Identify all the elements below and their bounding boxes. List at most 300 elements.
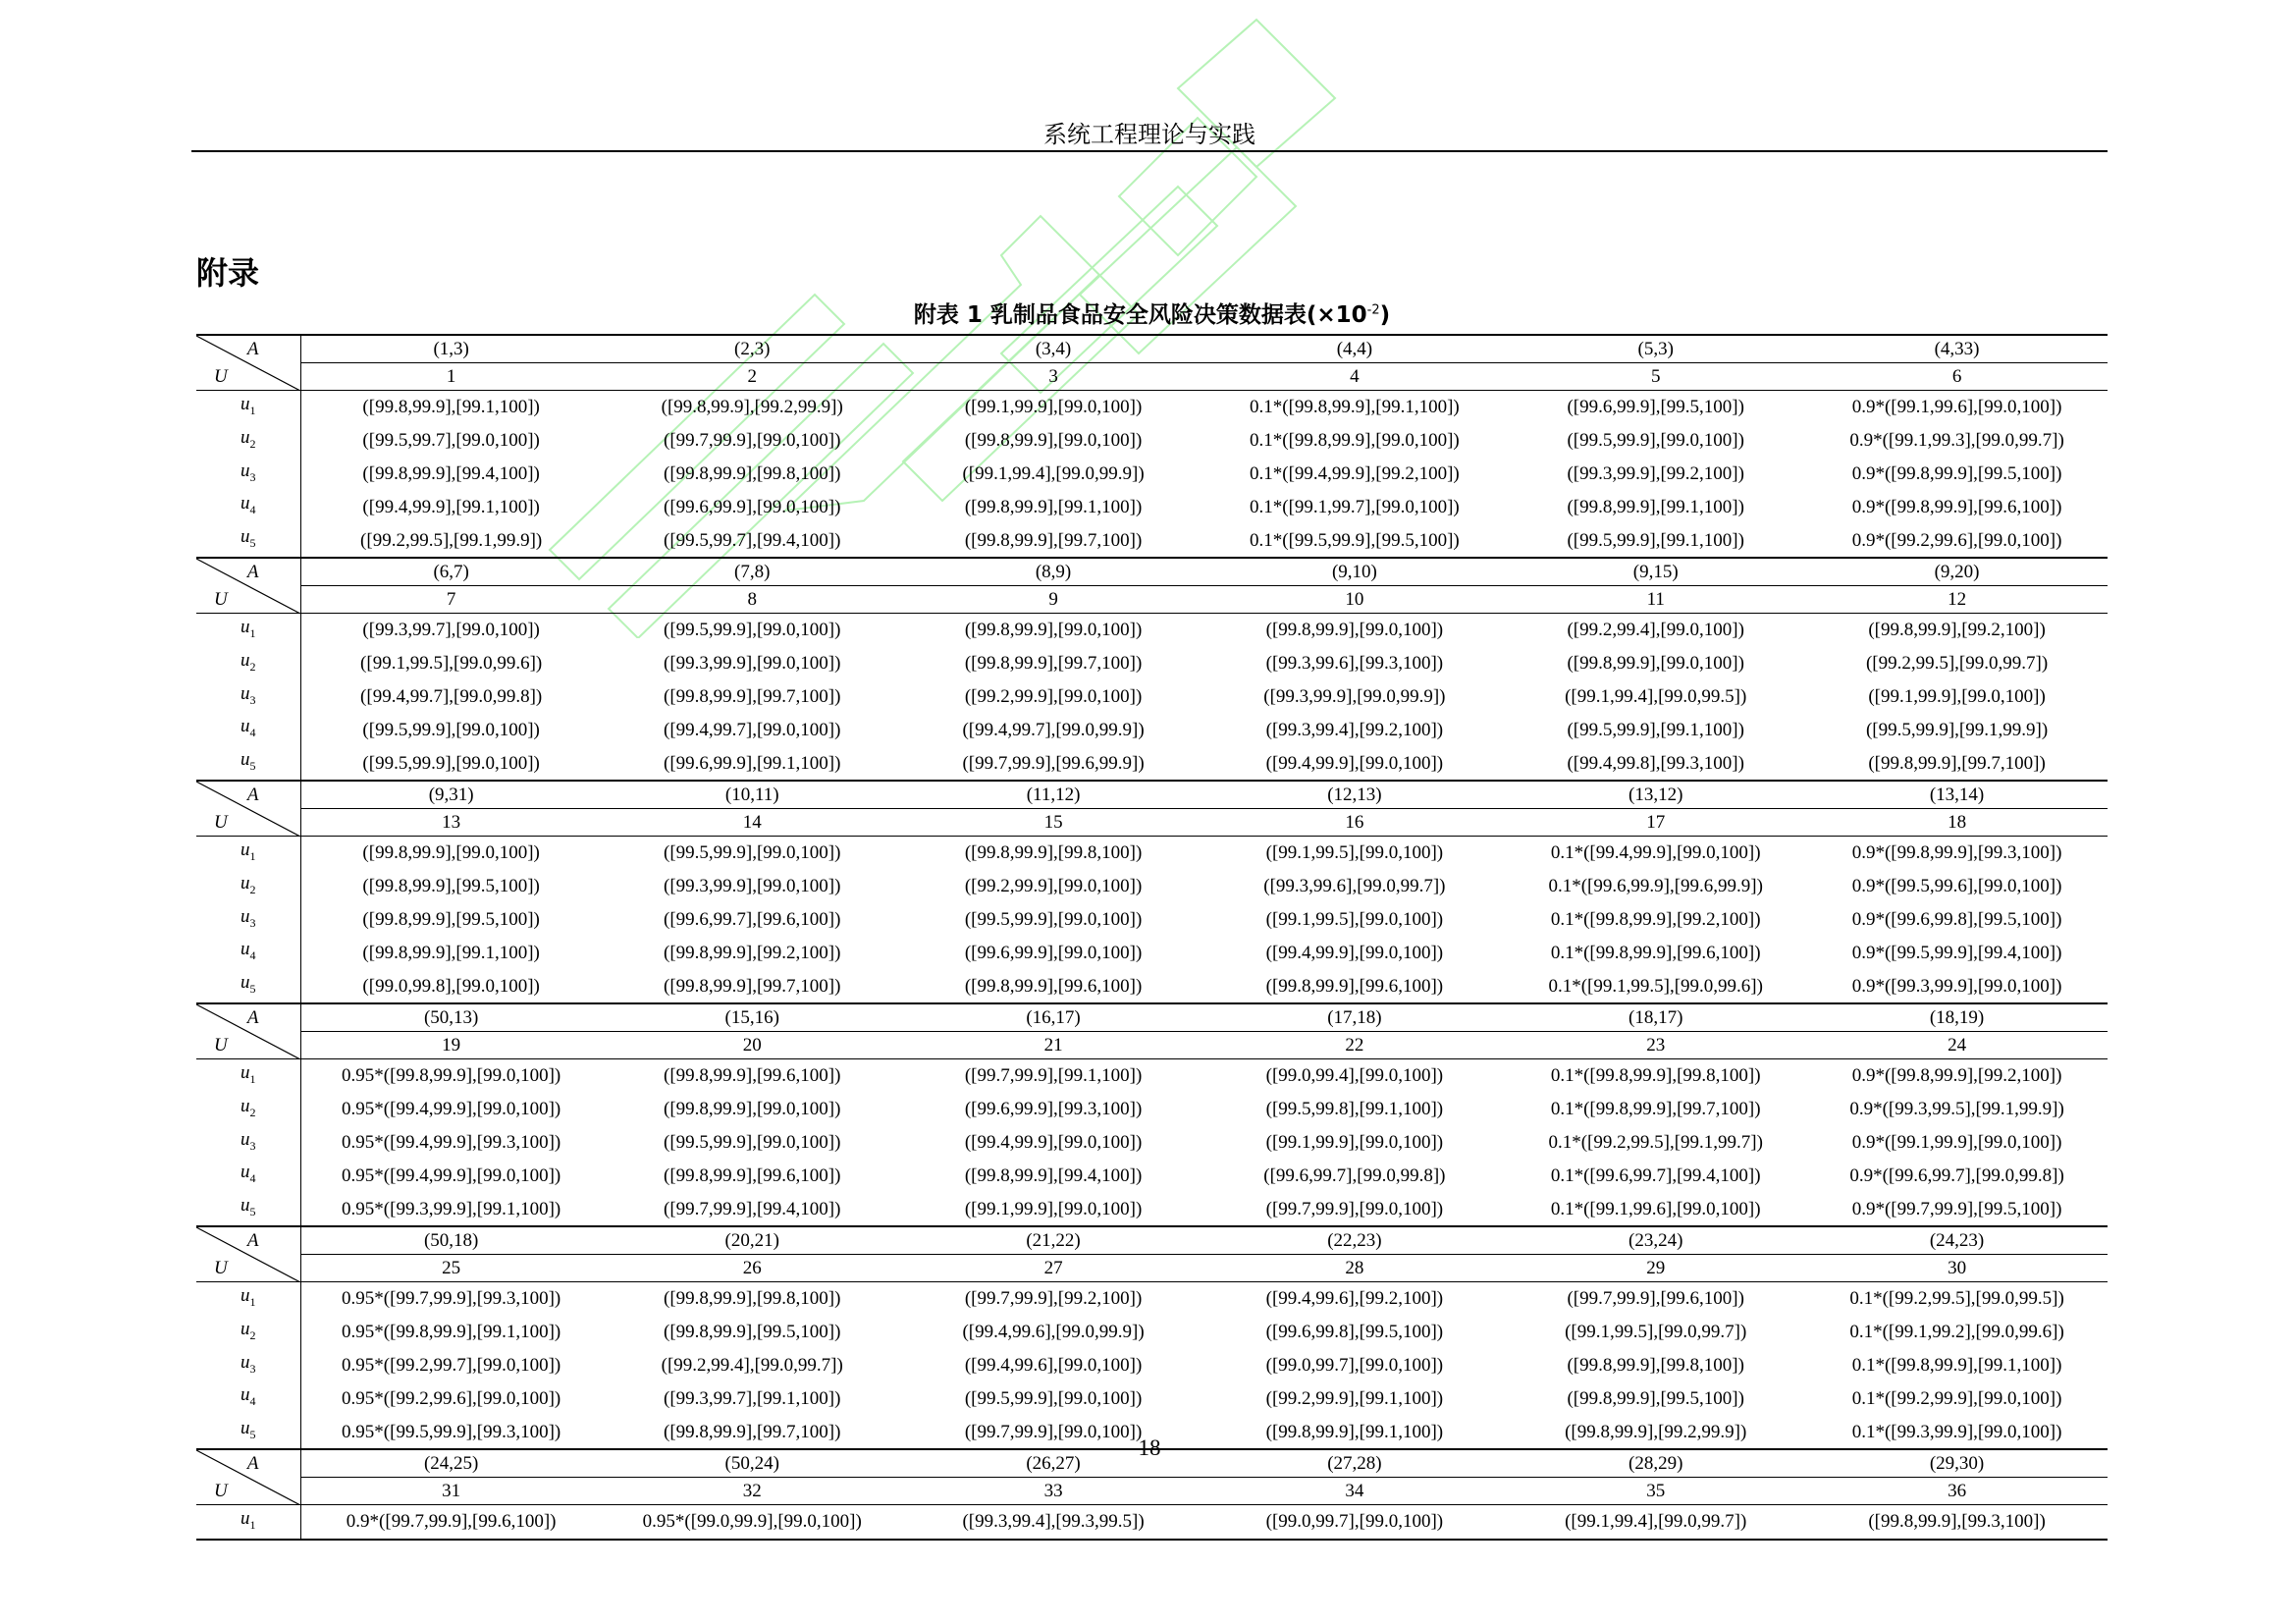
index-cell: 6 bbox=[1806, 363, 2108, 391]
data-cell: 0.1*([99.8,99.9],[99.7,100]) bbox=[1550, 1099, 1761, 1120]
data-cell: 0.1*([99.8,99.9],[99.0,100]) bbox=[1250, 430, 1460, 452]
data-cell: 0.9*([99.5,99.6],[99.0,100]) bbox=[1851, 876, 2062, 897]
row-label-subscript: 3 bbox=[249, 692, 256, 707]
row-label-base: u bbox=[240, 939, 250, 960]
data-cell: 0.1*([99.1,99.6],[99.0,100]) bbox=[1550, 1198, 1761, 1219]
table-row bbox=[196, 1381, 2108, 1415]
data-cell: ([99.2,99.4],[99.0,99.7]) bbox=[661, 1354, 843, 1376]
table-row bbox=[196, 836, 2108, 869]
row-label bbox=[196, 523, 300, 558]
data-cell: ([99.7,99.9],[99.6,100]) bbox=[1567, 1288, 1744, 1310]
data-cell: ([99.6,99.9],[99.5,100]) bbox=[1567, 397, 1744, 418]
data-cell: ([99.8,99.9],[99.2,99.9]) bbox=[1565, 1421, 1747, 1442]
index-cell: 18 bbox=[1806, 808, 2108, 836]
row-label-base: u bbox=[240, 839, 250, 860]
data-cell: 0.95*([99.2,99.7],[99.0,100]) bbox=[342, 1354, 561, 1376]
corner-diagonal-cell bbox=[196, 335, 300, 391]
row-label bbox=[196, 903, 300, 937]
row-label bbox=[196, 936, 300, 969]
row-label-subscript: 5 bbox=[249, 1427, 256, 1441]
data-cell: ([99.5,99.9],[99.1,99.9]) bbox=[1865, 719, 2049, 740]
data-cell: ([99.5,99.9],[99.1,100]) bbox=[1567, 719, 1744, 740]
index-cell: 16 bbox=[1203, 808, 1505, 836]
row-label-subscript: 5 bbox=[249, 535, 256, 550]
pair-cell: (50,24) bbox=[602, 1449, 903, 1478]
data-cell: ([99.1,99.5],[99.0,99.7]) bbox=[1565, 1322, 1747, 1343]
data-cell: 0.1*([99.4,99.9],[99.0,100]) bbox=[1550, 842, 1761, 864]
data-cell: ([99.3,99.7],[99.1,100]) bbox=[664, 1387, 841, 1409]
index-cell: 14 bbox=[602, 808, 903, 836]
data-cell: ([99.6,99.7],[99.0,99.8]) bbox=[1263, 1164, 1446, 1186]
data-cell: 0.9*([99.5,99.9],[99.4,100]) bbox=[1851, 942, 2062, 963]
data-cell: ([99.2,99.9],[99.0,100]) bbox=[964, 685, 1143, 707]
data-cell: ([99.3,99.9],[99.0,100]) bbox=[664, 653, 841, 675]
table-row bbox=[196, 424, 2108, 458]
data-cell: ([99.5,99.9],[99.0,100]) bbox=[964, 1387, 1143, 1409]
table-row bbox=[196, 870, 2108, 903]
corner-label-a: A bbox=[246, 1006, 259, 1028]
index-cell: 34 bbox=[1203, 1477, 1505, 1504]
corner-label-a: A bbox=[246, 339, 259, 359]
index-cell: 10 bbox=[1203, 585, 1505, 613]
corner-label-a: A bbox=[246, 1452, 259, 1474]
pair-cell: (2,3) bbox=[602, 335, 903, 363]
row-label-base: u bbox=[240, 649, 250, 671]
data-cell: ([99.1,99.4],[99.0,99.9]) bbox=[962, 462, 1145, 484]
row-label-subscript: 5 bbox=[249, 758, 256, 773]
data-cell: 0.9*([99.3,99.9],[99.0,100]) bbox=[1851, 975, 2062, 997]
index-cell: 26 bbox=[602, 1254, 903, 1281]
data-cell: ([99.7,99.9],[99.0,100]) bbox=[664, 430, 841, 452]
row-label-base: u bbox=[240, 460, 250, 481]
row-label bbox=[196, 490, 300, 523]
pair-cell: (29,30) bbox=[1806, 1449, 2108, 1478]
table-row bbox=[196, 1159, 2108, 1192]
data-cell: ([99.4,99.9],[99.0,100]) bbox=[964, 1131, 1143, 1153]
data-cell: ([99.1,99.9],[99.0,100]) bbox=[964, 397, 1143, 418]
index-cell: 4 bbox=[1203, 363, 1505, 391]
corner-diagonal-cell bbox=[196, 1003, 300, 1059]
data-cell: ([99.3,99.9],[99.2,100]) bbox=[1567, 462, 1744, 484]
data-cell: ([99.4,99.7],[99.0,100]) bbox=[664, 719, 841, 740]
row-label bbox=[196, 424, 300, 458]
data-cell: ([99.8,99.9],[99.7,100]) bbox=[664, 975, 841, 997]
row-label bbox=[196, 969, 300, 1003]
data-cell: ([99.8,99.9],[99.8,100]) bbox=[1567, 1354, 1744, 1376]
data-cell: ([99.7,99.9],[99.1,100]) bbox=[964, 1065, 1143, 1087]
row-label bbox=[196, 713, 300, 746]
row-label-subscript: 4 bbox=[249, 948, 256, 963]
corner-label-u: U bbox=[214, 588, 228, 610]
data-cell: 0.95*([99.3,99.9],[99.1,100]) bbox=[342, 1198, 561, 1219]
data-cell: ([99.3,99.9],[99.0,100]) bbox=[664, 876, 841, 897]
row-label bbox=[196, 870, 300, 903]
pair-cell: (4,33) bbox=[1806, 335, 2108, 363]
index-cell: 32 bbox=[602, 1477, 903, 1504]
row-label-subscript: 2 bbox=[249, 659, 256, 674]
index-row bbox=[196, 808, 2108, 836]
pair-cell: (12,13) bbox=[1203, 781, 1505, 809]
data-cell: ([99.8,99.9],[99.1,100]) bbox=[362, 397, 540, 418]
data-cell: 0.95*([99.4,99.9],[99.0,100]) bbox=[342, 1099, 561, 1120]
data-cell: 0.9*([99.1,99.3],[99.0,99.7]) bbox=[1849, 430, 2064, 452]
table-row bbox=[196, 1349, 2108, 1382]
corner-label-u: U bbox=[214, 811, 228, 833]
row-label-subscript: 3 bbox=[249, 915, 256, 930]
table-row bbox=[196, 969, 2108, 1003]
index-cell: 19 bbox=[300, 1031, 602, 1058]
index-cell: 5 bbox=[1505, 363, 1806, 391]
pair-cell: (22,23) bbox=[1203, 1226, 1505, 1255]
data-cell: ([99.2,99.4],[99.0,100]) bbox=[1567, 620, 1744, 641]
data-cell: 0.1*([99.1,99.2],[99.0,99.6]) bbox=[1849, 1322, 2064, 1343]
table-row bbox=[196, 713, 2108, 746]
table-row bbox=[196, 680, 2108, 714]
pair-cell: (6,7) bbox=[300, 558, 602, 586]
data-cell: ([99.6,99.9],[99.3,100]) bbox=[964, 1099, 1143, 1120]
pair-cell: (1,3) bbox=[300, 335, 602, 363]
table-row bbox=[196, 490, 2108, 523]
row-label-subscript: 3 bbox=[249, 469, 256, 484]
table-row bbox=[196, 523, 2108, 558]
data-cell: 0.95*([99.8,99.9],[99.1,100]) bbox=[342, 1322, 561, 1343]
data-cell: ([99.5,99.9],[99.0,100]) bbox=[964, 908, 1143, 930]
row-label bbox=[196, 1504, 300, 1539]
data-cell: 0.9*([99.8,99.9],[99.3,100]) bbox=[1851, 842, 2062, 864]
row-label-subscript: 4 bbox=[249, 1394, 256, 1409]
row-label bbox=[196, 680, 300, 714]
row-label-base: u bbox=[240, 1351, 250, 1373]
pair-cell: (9,10) bbox=[1203, 558, 1505, 586]
index-cell: 31 bbox=[300, 1477, 602, 1504]
index-cell: 2 bbox=[602, 363, 903, 391]
data-cell: ([99.4,99.9],[99.1,100]) bbox=[362, 496, 540, 517]
data-cell: ([99.0,99.7],[99.0,100]) bbox=[1203, 1504, 1505, 1539]
data-cell: ([99.8,99.9],[99.0,100]) bbox=[964, 430, 1143, 452]
row-label bbox=[196, 746, 300, 781]
table-row bbox=[196, 391, 2108, 424]
corner-diagonal-cell bbox=[196, 1226, 300, 1282]
pair-row bbox=[196, 781, 2108, 809]
index-cell: 21 bbox=[903, 1031, 1204, 1058]
corner-label-u: U bbox=[214, 366, 228, 387]
data-cell: ([99.5,99.8],[99.1,100]) bbox=[1265, 1099, 1444, 1120]
row-label-subscript: 2 bbox=[249, 1105, 256, 1119]
data-cell: ([99.2,99.5],[99.0,99.7]) bbox=[1865, 653, 2049, 675]
data-cell: ([99.3,99.6],[99.3,100]) bbox=[1265, 653, 1444, 675]
pair-cell: (23,24) bbox=[1505, 1226, 1806, 1255]
row-label bbox=[196, 1159, 300, 1192]
data-cell: ([99.4,99.7],[99.0,99.9]) bbox=[962, 719, 1145, 740]
data-cell: 0.1*([99.8,99.9],[99.1,100]) bbox=[1851, 1354, 2062, 1376]
data-cell: 0.95*([99.0,99.9],[99.0,100]) bbox=[602, 1504, 903, 1539]
data-cell: ([99.8,99.9],[99.7,100]) bbox=[664, 685, 841, 707]
corner-diagonal-cell bbox=[196, 558, 300, 614]
row-label bbox=[196, 1349, 300, 1382]
data-cell: 0.1*([99.2,99.9],[99.0,100]) bbox=[1851, 1387, 2062, 1409]
data-cell: ([99.7,99.9],[99.0,100]) bbox=[1265, 1198, 1444, 1219]
data-cell: ([99.3,99.6],[99.0,99.7]) bbox=[1263, 876, 1446, 897]
row-label-base: u bbox=[240, 1162, 250, 1183]
row-label bbox=[196, 391, 300, 424]
row-label-base: u bbox=[240, 749, 250, 771]
data-cell: ([99.8,99.9],[99.5,100]) bbox=[362, 908, 540, 930]
row-label-subscript: 5 bbox=[249, 1204, 256, 1218]
data-cell: 0.95*([99.7,99.9],[99.3,100]) bbox=[342, 1288, 561, 1310]
data-cell: ([99.8,99.9],[99.7,100]) bbox=[964, 529, 1143, 551]
index-cell: 35 bbox=[1505, 1477, 1806, 1504]
header-rule bbox=[191, 150, 2108, 152]
data-cell: ([99.8,99.9],[99.0,100]) bbox=[964, 620, 1143, 641]
caption-text: 附表 1 乳制品食品安全风险决策数据表(×10 bbox=[913, 302, 1367, 328]
corner-label-u: U bbox=[214, 1257, 228, 1278]
data-cell: ([99.1,99.5],[99.0,100]) bbox=[1265, 842, 1444, 864]
pair-cell: (13,12) bbox=[1505, 781, 1806, 809]
caption-close: ) bbox=[1379, 302, 1391, 328]
corner-label-u: U bbox=[214, 1480, 228, 1501]
data-cell: 0.1*([99.4,99.9],[99.2,100]) bbox=[1250, 462, 1460, 484]
data-cell: ([99.1,99.9],[99.0,100]) bbox=[1868, 685, 2046, 707]
row-label bbox=[196, 1281, 300, 1315]
index-cell: 24 bbox=[1806, 1031, 2108, 1058]
table-row bbox=[196, 746, 2108, 781]
row-label-subscript: 2 bbox=[249, 882, 256, 896]
data-cell: 0.9*([99.7,99.9],[99.5,100]) bbox=[1851, 1198, 2062, 1219]
row-label-subscript: 5 bbox=[249, 981, 256, 996]
index-cell: 7 bbox=[300, 585, 602, 613]
data-cell: ([99.0,99.8],[99.0,100]) bbox=[362, 975, 540, 997]
data-cell: 0.95*([99.2,99.6],[99.0,100]) bbox=[342, 1387, 561, 1409]
table-row bbox=[196, 1316, 2108, 1349]
row-label-base: u bbox=[240, 1284, 250, 1306]
index-cell: 25 bbox=[300, 1254, 602, 1281]
row-label bbox=[196, 647, 300, 680]
data-cell: 0.9*([99.1,99.9],[99.0,100]) bbox=[1851, 1131, 2062, 1153]
pair-cell: (9,31) bbox=[300, 781, 602, 809]
page-number: 18 bbox=[1138, 1435, 1161, 1460]
pair-cell: (16,17) bbox=[903, 1003, 1204, 1032]
data-cell: 0.1*([99.3,99.9],[99.0,100]) bbox=[1851, 1421, 2062, 1442]
row-label-subscript: 4 bbox=[249, 1171, 256, 1186]
index-cell: 29 bbox=[1505, 1254, 1806, 1281]
data-cell: ([99.4,99.6],[99.0,100]) bbox=[964, 1354, 1143, 1376]
row-label-base: u bbox=[240, 905, 250, 927]
pair-cell: (11,12) bbox=[903, 781, 1204, 809]
data-cell: 0.1*([99.8,99.9],[99.6,100]) bbox=[1550, 942, 1761, 963]
pair-cell: (18,19) bbox=[1806, 1003, 2108, 1032]
index-cell: 23 bbox=[1505, 1031, 1806, 1058]
index-cell: 3 bbox=[903, 363, 1204, 391]
data-cell: 0.9*([99.2,99.6],[99.0,100]) bbox=[1851, 529, 2062, 551]
risk-decision-table bbox=[196, 334, 2108, 1541]
data-cell: ([99.8,99.9],[99.4,100]) bbox=[362, 462, 540, 484]
data-cell: ([99.5,99.9],[99.0,100]) bbox=[664, 842, 841, 864]
table-row bbox=[196, 903, 2108, 937]
row-label-subscript: 2 bbox=[249, 1327, 256, 1342]
data-cell: ([99.1,99.4],[99.0,99.7]) bbox=[1505, 1504, 1806, 1539]
row-label-base: u bbox=[240, 1095, 250, 1116]
data-cell: ([99.3,99.9],[99.0,99.9]) bbox=[1263, 685, 1446, 707]
row-label bbox=[196, 613, 300, 646]
data-cell: 0.1*([99.5,99.9],[99.5,100]) bbox=[1250, 529, 1460, 551]
data-cell: ([99.3,99.4],[99.2,100]) bbox=[1265, 719, 1444, 740]
data-cell: 0.95*([99.8,99.9],[99.0,100]) bbox=[342, 1065, 561, 1087]
data-cell: ([99.8,99.9],[99.8,100]) bbox=[664, 462, 841, 484]
pair-cell: (10,11) bbox=[602, 781, 903, 809]
index-row bbox=[196, 363, 2108, 391]
data-cell: 0.9*([99.8,99.9],[99.6,100]) bbox=[1851, 496, 2062, 517]
index-cell: 17 bbox=[1505, 808, 1806, 836]
data-cell: ([99.8,99.9],[99.5,100]) bbox=[1567, 1387, 1744, 1409]
pair-cell: (24,23) bbox=[1806, 1226, 2108, 1255]
pair-cell: (20,21) bbox=[602, 1226, 903, 1255]
row-label bbox=[196, 1381, 300, 1415]
data-cell: 0.1*([99.8,99.9],[99.8,100]) bbox=[1550, 1065, 1761, 1087]
index-cell: 33 bbox=[903, 1477, 1204, 1504]
pair-row bbox=[196, 558, 2108, 586]
pair-cell: (13,14) bbox=[1806, 781, 2108, 809]
data-cell: ([99.5,99.9],[99.0,100]) bbox=[1567, 430, 1744, 452]
pair-cell: (17,18) bbox=[1203, 1003, 1505, 1032]
running-head: 系统工程理论与实践 bbox=[1043, 121, 1255, 148]
index-row bbox=[196, 1031, 2108, 1058]
caption-exponent: -2 bbox=[1366, 302, 1380, 318]
data-cell: ([99.8,99.9],[99.5,100]) bbox=[362, 876, 540, 897]
data-cell: ([99.4,99.7],[99.0,99.8]) bbox=[360, 685, 543, 707]
data-cell: ([99.0,99.7],[99.0,100]) bbox=[1265, 1354, 1444, 1376]
row-label-base: u bbox=[240, 493, 250, 514]
index-cell: 30 bbox=[1806, 1254, 2108, 1281]
row-label-subscript: 1 bbox=[249, 1071, 256, 1086]
pair-cell: (3,4) bbox=[903, 335, 1204, 363]
row-label-base: u bbox=[240, 426, 250, 448]
pair-cell: (7,8) bbox=[602, 558, 903, 586]
data-cell: ([99.8,99.9],[99.5,100]) bbox=[664, 1322, 841, 1343]
data-cell: 0.9*([99.1,99.6],[99.0,100]) bbox=[1851, 397, 2062, 418]
data-cell: ([99.1,99.9],[99.0,100]) bbox=[1265, 1131, 1444, 1153]
appendix-heading: 附录 bbox=[196, 254, 260, 292]
data-cell: ([99.5,99.7],[99.0,100]) bbox=[362, 430, 540, 452]
table-row bbox=[196, 1126, 2108, 1160]
row-label-base: u bbox=[240, 1384, 250, 1406]
pair-cell: (50,13) bbox=[300, 1003, 602, 1032]
pair-cell: (15,16) bbox=[602, 1003, 903, 1032]
row-label-base: u bbox=[240, 526, 250, 548]
row-label bbox=[196, 1126, 300, 1160]
pair-row bbox=[196, 1226, 2108, 1255]
index-cell: 13 bbox=[300, 808, 602, 836]
data-cell: ([99.8,99.9],[99.4,100]) bbox=[964, 1164, 1143, 1186]
row-label-subscript: 3 bbox=[249, 1361, 256, 1376]
row-label-base: u bbox=[240, 1195, 250, 1217]
row-label-subscript: 1 bbox=[249, 848, 256, 863]
data-cell: 0.1*([99.8,99.9],[99.2,100]) bbox=[1550, 908, 1761, 930]
data-cell: 0.9*([99.7,99.9],[99.6,100]) bbox=[300, 1504, 602, 1539]
pair-cell: (4,4) bbox=[1203, 335, 1505, 363]
index-cell: 1 bbox=[300, 363, 602, 391]
data-cell: 0.1*([99.8,99.9],[99.1,100]) bbox=[1250, 397, 1460, 418]
row-label-subscript: 3 bbox=[249, 1138, 256, 1153]
data-cell: ([99.6,99.9],[99.0,100]) bbox=[964, 942, 1143, 963]
data-cell: 0.9*([99.6,99.7],[99.0,99.8]) bbox=[1849, 1164, 2064, 1186]
data-cell: 0.9*([99.3,99.5],[99.1,99.9]) bbox=[1849, 1099, 2064, 1120]
index-cell: 8 bbox=[602, 585, 903, 613]
data-cell: ([99.2,99.9],[99.1,100]) bbox=[1265, 1387, 1444, 1409]
corner-diagonal-cell bbox=[196, 781, 300, 837]
data-cell: ([99.1,99.5],[99.0,100]) bbox=[1265, 908, 1444, 930]
row-label-base: u bbox=[240, 394, 250, 414]
data-cell: ([99.8,99.9],[99.0,100]) bbox=[1567, 653, 1744, 675]
corner-label-a: A bbox=[246, 561, 259, 582]
data-cell: ([99.6,99.8],[99.5,100]) bbox=[1265, 1322, 1444, 1343]
corner-label-a: A bbox=[246, 1229, 259, 1251]
data-cell: ([99.1,99.5],[99.0,99.6]) bbox=[360, 653, 543, 675]
row-label-subscript: 4 bbox=[249, 503, 256, 517]
data-cell: ([99.8,99.9],[99.7,100]) bbox=[964, 653, 1143, 675]
row-label-subscript: 1 bbox=[249, 625, 256, 640]
row-label-base: u bbox=[240, 1061, 250, 1083]
index-cell: 28 bbox=[1203, 1254, 1505, 1281]
data-cell: ([99.4,99.9],[99.0,100]) bbox=[1265, 752, 1444, 774]
table-row bbox=[196, 1058, 2108, 1092]
data-cell: ([99.8,99.9],[99.2,100]) bbox=[1868, 620, 2046, 641]
table-row bbox=[196, 936, 2108, 969]
index-cell: 27 bbox=[903, 1254, 1204, 1281]
row-label bbox=[196, 1058, 300, 1092]
row-label bbox=[196, 1192, 300, 1226]
index-cell: 20 bbox=[602, 1031, 903, 1058]
pair-cell: (9,15) bbox=[1505, 558, 1806, 586]
table-row bbox=[196, 1192, 2108, 1226]
data-cell: ([99.2,99.5],[99.1,99.9]) bbox=[360, 529, 543, 551]
data-cell: ([99.5,99.9],[99.0,100]) bbox=[664, 1131, 841, 1153]
data-cell: ([99.4,99.8],[99.3,100]) bbox=[1567, 752, 1744, 774]
index-cell: 15 bbox=[903, 808, 1204, 836]
pair-cell: (27,28) bbox=[1203, 1449, 1505, 1478]
row-label bbox=[196, 458, 300, 491]
row-label-subscript: 1 bbox=[249, 403, 256, 417]
pair-cell: (8,9) bbox=[903, 558, 1204, 586]
data-cell: ([99.8,99.9],[99.6,100]) bbox=[964, 975, 1143, 997]
table-row bbox=[196, 1504, 2108, 1539]
corner-label-a: A bbox=[246, 784, 259, 805]
index-cell: 22 bbox=[1203, 1031, 1505, 1058]
data-cell: ([99.8,99.9],[99.6,100]) bbox=[664, 1164, 841, 1186]
pair-cell: (9,20) bbox=[1806, 558, 2108, 586]
table-row bbox=[196, 1281, 2108, 1315]
data-cell: ([99.5,99.9],[99.0,100]) bbox=[664, 620, 841, 641]
row-label-base: u bbox=[240, 1318, 250, 1339]
data-cell: 0.95*([99.4,99.9],[99.0,100]) bbox=[342, 1164, 561, 1186]
data-cell: ([99.6,99.7],[99.6,100]) bbox=[664, 908, 841, 930]
pair-cell: (26,27) bbox=[903, 1449, 1204, 1478]
data-cell: ([99.7,99.9],[99.4,100]) bbox=[664, 1198, 841, 1219]
pair-row bbox=[196, 335, 2108, 363]
data-cell: ([99.8,99.9],[99.1,100]) bbox=[1265, 1421, 1444, 1442]
data-cell: 0.1*([99.1,99.7],[99.0,100]) bbox=[1250, 496, 1460, 517]
row-label-base: u bbox=[240, 682, 250, 704]
index-row bbox=[196, 1477, 2108, 1504]
row-label-subscript: 1 bbox=[249, 1517, 256, 1532]
data-cell: ([99.4,99.9],[99.0,100]) bbox=[1265, 942, 1444, 963]
data-cell: ([99.8,99.9],[99.7,100]) bbox=[1868, 752, 2046, 774]
row-label-subscript: 2 bbox=[249, 436, 256, 451]
data-cell: ([99.8,99.9],[99.8,100]) bbox=[664, 1288, 841, 1310]
data-cell: ([99.0,99.4],[99.0,100]) bbox=[1265, 1065, 1444, 1087]
data-cell: ([99.4,99.6],[99.0,99.9]) bbox=[962, 1322, 1145, 1343]
row-label-base: u bbox=[240, 872, 250, 893]
data-cell: 0.1*([99.2,99.5],[99.0,99.5]) bbox=[1849, 1288, 2064, 1310]
